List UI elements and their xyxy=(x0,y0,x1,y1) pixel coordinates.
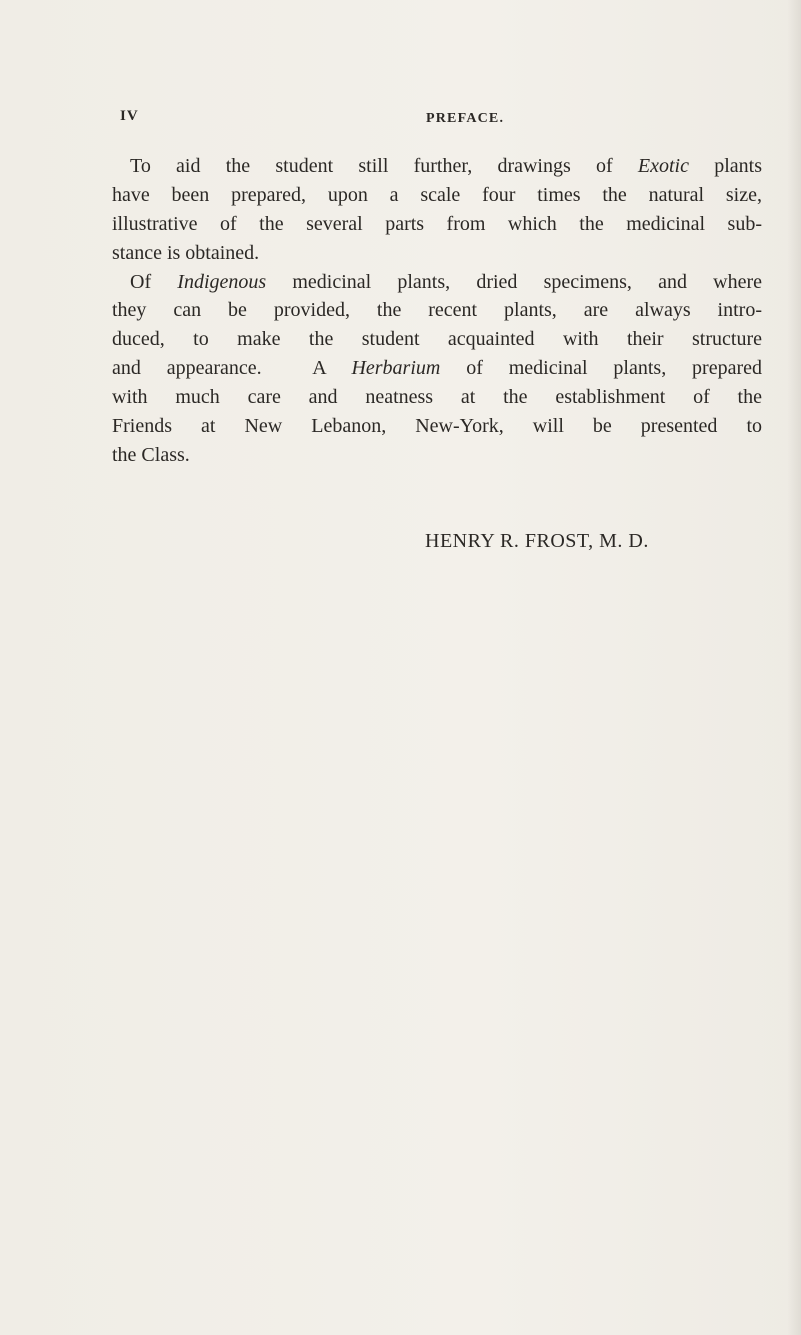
paragraph-2-line-4 xyxy=(112,354,762,383)
paragraph-2-line-1 xyxy=(112,268,762,297)
paragraph-1-line-3: illustrative of the several parts from which the medicinal sub- xyxy=(112,212,762,235)
paragraph-2-line-3: duced, to make the student acquainted with their structure xyxy=(112,328,762,351)
running-head xyxy=(120,108,760,132)
paragraph-2-line-5: with much care and neatness at the establishment of the xyxy=(112,386,762,409)
text-run: of medicinal plants, prepared xyxy=(440,357,762,380)
text-run: medicinal plants, dried specimens, and where xyxy=(266,270,762,293)
paragraph-1-line-2: have been prepared, upon a scale four times the natural size, xyxy=(112,183,762,206)
paragraph-2-line-7: the Class. xyxy=(112,443,190,466)
text-run: To aid the student still further, drawings of xyxy=(130,155,638,177)
text-run: plants xyxy=(688,155,762,177)
author-signature: HENRY R. FROST, M. D. xyxy=(425,530,649,552)
text-run: and appearance. A xyxy=(112,357,352,380)
italic-term-herbarium: Herbarium xyxy=(351,357,441,380)
body-text xyxy=(112,152,762,470)
text-run: Of xyxy=(130,270,178,293)
page-number: IV xyxy=(120,108,139,124)
paragraph-1-line-1 xyxy=(112,152,762,181)
page-edge-shadow xyxy=(787,0,801,1335)
running-head-title: PREFACE. xyxy=(426,111,505,126)
italic-term-exotic: Exotic xyxy=(637,155,689,177)
italic-term-indigenous: Indigenous xyxy=(177,270,267,293)
paragraph-2-line-2: they can be provided, the recent plants, are always intro- xyxy=(112,299,762,322)
paragraph-2-line-6: Friends at New Lebanon, New-York, will be presented to xyxy=(112,415,762,438)
paragraph-1-line-4: stance is obtained. xyxy=(112,241,260,264)
